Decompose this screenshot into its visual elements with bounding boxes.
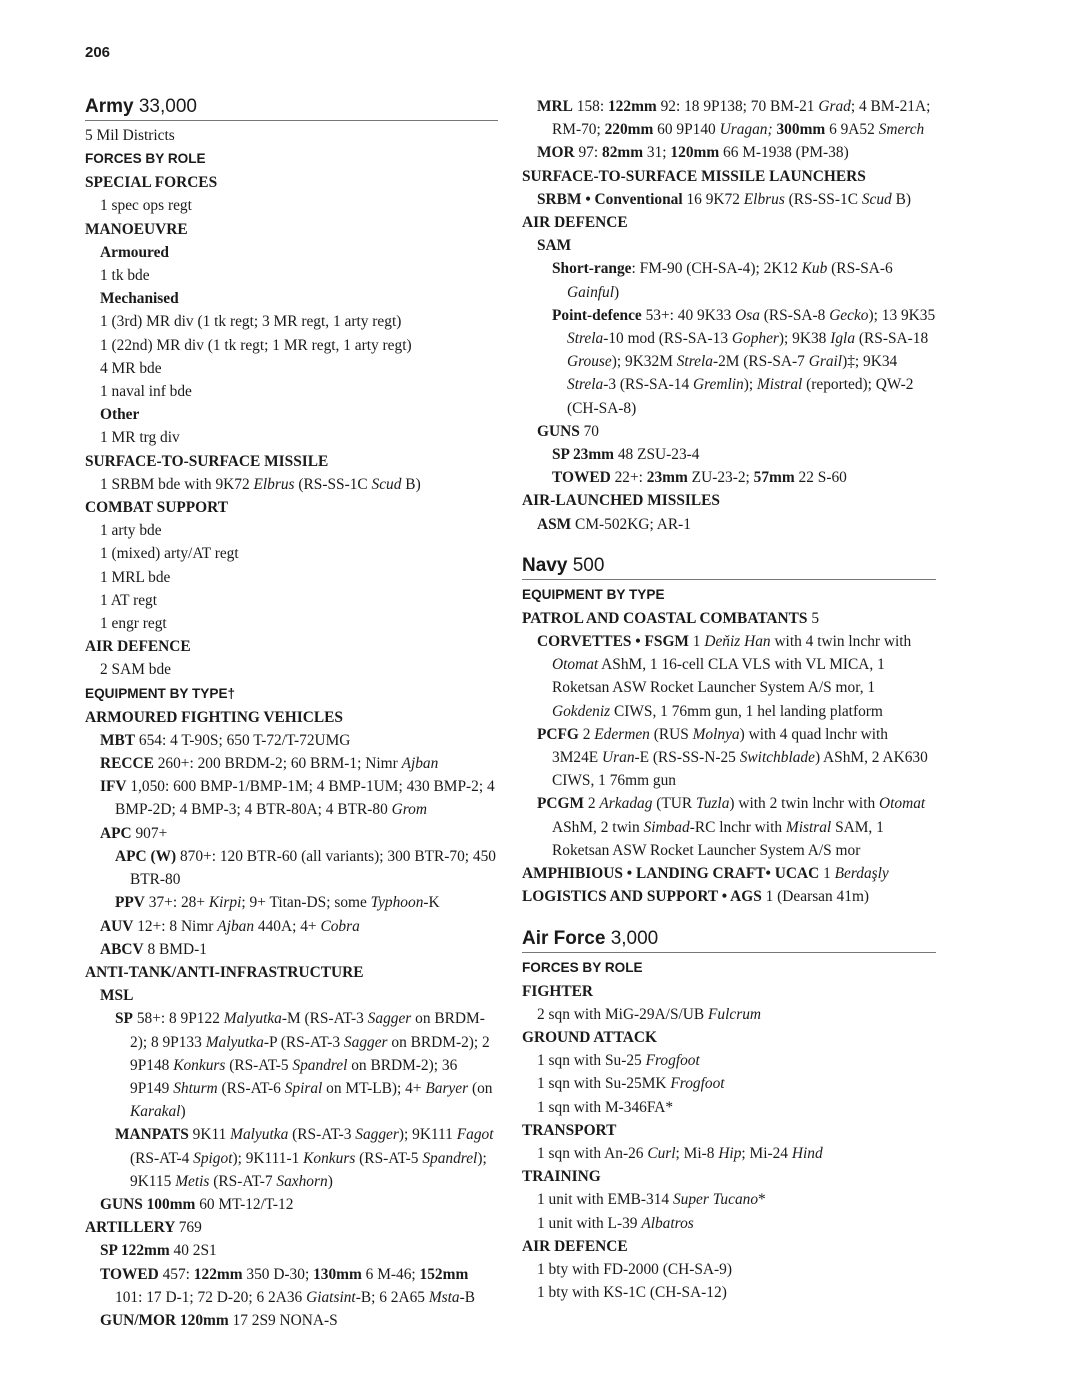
text-line: 1 tk bde: [100, 267, 150, 285]
subsection-heading: FORCES BY ROLE: [85, 151, 206, 167]
text-line: RECCE 260+: 200 BRDM-2; 60 BRM-1; Nimr Ajban: [100, 755, 439, 773]
text-line: Mechanised: [100, 290, 179, 308]
text-line: PCGM 2 Arkadag (TUR Tuzla) with 2 twin lnchr with Otomat AShM, 2 twin Simbad-RC lnchr with Mistral SAM, 1 Roketsan ASW Rocket Launcher System A/S mor: [537, 795, 926, 859]
text-line: PATROL AND COASTAL COMBATANTS 5: [522, 609, 820, 627]
left-column: [85, 95, 498, 1332]
text-line: ARMOURED FIGHTING VEHICLES: [85, 708, 343, 726]
text-line: 1 MR trg div: [100, 429, 180, 447]
text-line: TRANSPORT: [522, 1121, 617, 1139]
subsection-heading: EQUIPMENT BY TYPE: [522, 586, 665, 602]
text-line: ASM CM-502KG; AR-1: [537, 515, 691, 533]
text-line: PPV 37+: 28+ Kirpi; 9+ Titan-DS; some Typhoon-K: [115, 894, 440, 912]
section-heading: Navy 500: [522, 554, 936, 580]
text-line: APC 907+: [100, 824, 168, 842]
text-line: 1 (22nd) MR div (1 tk regt; 1 MR regt, 1 arty regt): [100, 336, 412, 354]
text-line: 1 sqn with Su-25 Frogfoot: [537, 1052, 700, 1070]
text-line: ABCV 8 BMD-1: [100, 940, 207, 958]
text-line: MANPATS 9K11 Malyutka (RS-AT-3 Sagger); 9K111 Fagot (RS-AT-4 Spigot); 9K111-1 Konkurs (RS-AT-5 Spandrel); 9K115 Metis (RS-AT-7 Saxhorn): [115, 1126, 494, 1190]
text-line: MSL: [100, 987, 134, 1005]
text-line: SP 122mm 40 2S1: [100, 1242, 217, 1260]
text-line: AIR DEFENCE: [85, 638, 191, 656]
text-line: 1 unit with L-39 Albatros: [537, 1214, 694, 1232]
text-line: 1 engr regt: [100, 615, 167, 633]
text-line: 1 (mixed) arty/AT regt: [100, 545, 239, 563]
text-line: 2 SAM bde: [100, 661, 171, 679]
text-line: SPECIAL FORCES: [85, 174, 218, 192]
text-line: 1 AT regt: [100, 591, 157, 609]
text-line: PCFG 2 Edermen (RUS Molnya) with 4 quad lnchr with 3M24E Uran-E (RS-SS-N-25 Switchblade) AShM, 2 AK630 CIWS, 1 76mm gun: [537, 725, 928, 790]
text-line: ARTILLERY 769: [85, 1219, 202, 1237]
text-line: MANOEUVRE: [85, 220, 188, 238]
text-line: GROUND ATTACK: [522, 1028, 657, 1046]
text-line: AMPHIBIOUS • LANDING CRAFT• UCAC 1 Berdaşly: [522, 865, 889, 883]
text-line: MBT 654: 4 T-90S; 650 T-72/T-72UMG: [100, 731, 351, 749]
text-line: 2 sqn with MiG-29A/S/UB Fulcrum: [537, 1005, 762, 1023]
text-line: IFV 1,050: 600 BMP-1/BMP-1M; 4 BMP-1UM; 430 BMP-2; 4 BMP-2D; 4 BMP-3; 4 BTR-80A; 4 BTR-80 Grom: [100, 778, 495, 819]
subsection-heading: FORCES BY ROLE: [522, 959, 643, 975]
text-line: CORVETTES • FSGM 1 Deňiz Han with 4 twin lnchr with Otomat AShM, 1 16-cell CLA VLS with VL MICA, 1 Roketsan ASW Rocket Launcher System A/S mor, 1 Gokdeniz CIWS, 1 76mm gun, 1 hel landing platform: [537, 633, 912, 720]
text-line: 1 bty with FD-2000 (CH-SA-9): [537, 1260, 732, 1278]
text-line: 1 arty bde: [100, 522, 162, 540]
text-line: Point-defence 53+: 40 9K33 Osa (RS-SA-8 Gecko); 13 9K35 Strela-10 mod (RS-SA-13 Gopher); 9K38 Igla (RS-SA-18 Grouse); 9K32M Strela-2M (RS-SA-7 Grail)‡; 9K34 Strela-3 (RS-SA-14 Gremlin); Mistral (reported); QW-2 (CH-SA-8): [552, 306, 936, 417]
text-line: 1 spec ops regt: [100, 197, 192, 215]
text-line: COMBAT SUPPORT: [85, 499, 228, 517]
text-line: Other: [100, 406, 140, 424]
text-line: 1 sqn with M-346FA*: [537, 1098, 674, 1116]
text-line: Short-range: FM-90 (CH-SA-4); 2K12 Kub (RS-SA-6 Gainful): [552, 260, 893, 301]
text-line: TOWED 457: 122mm 350 D-30; 130mm 6 M-46; 152mm 101: 17 D-1; 72 D-20; 6 2A36 Giatsint-B; 6 2A65 Msta-B: [100, 1265, 475, 1306]
text-line: 1 sqn with An-26 Curl; Mi-8 Hip; Mi-24 Hind: [537, 1144, 823, 1162]
text-line: SP 58+: 8 9P122 Malyutka-M (RS-AT-3 Sagger on BRDM-2); 8 9P133 Malyutka-P (RS-AT-3 Sagger on BRDM-2); 2 9P148 Konkurs (RS-AT-5 Spandrel on BRDM-2); 36 9P149 Shturm (RS-AT-6 Spiral on MT-LB); 4+ Baryer (on Karakal): [115, 1010, 493, 1121]
text-line: FIGHTER: [522, 982, 593, 1000]
text-line: 1 naval inf bde: [100, 383, 192, 401]
text-line: SURFACE-TO-SURFACE MISSILE: [85, 452, 329, 470]
section-heading: Air Force 3,000: [522, 927, 936, 953]
subsection-heading: EQUIPMENT BY TYPE†: [85, 685, 236, 701]
text-line: TRAINING: [522, 1168, 601, 1186]
section-heading: Army 33,000: [85, 95, 498, 121]
text-line: TOWED 22+: 23mm ZU-23-2; 57mm 22 S-60: [552, 469, 847, 487]
text-line: 5 Mil Districts: [85, 127, 175, 144]
text-line: ANTI-TANK/ANTI-INFRASTRUCTURE: [85, 963, 364, 981]
page-number: 206: [85, 44, 111, 61]
text-line: 1 SRBM bde with 9K72 Elbrus (RS-SS-1C Scud B): [100, 475, 421, 493]
text-line: AIR DEFENCE: [522, 1237, 628, 1255]
text-line: 1 MRL bde: [100, 568, 171, 586]
text-line: SURFACE-TO-SURFACE MISSILE LAUNCHERS: [522, 167, 866, 185]
text-line: GUNS 100mm 60 MT-12/T-12: [100, 1195, 294, 1213]
text-line: SRBM • Conventional 16 9K72 Elbrus (RS-SS-1C Scud B): [537, 190, 911, 208]
text-line: AIR-LAUNCHED MISSILES: [522, 492, 720, 510]
text-line: AIR DEFENCE: [522, 214, 628, 232]
text-line: 4 MR bde: [100, 359, 162, 377]
text-line: LOGISTICS AND SUPPORT • AGS 1 (Dearsan 41m): [522, 888, 870, 906]
right-column: [522, 95, 936, 1304]
text-line: 1 unit with EMB-314 Super Tucano*: [537, 1191, 766, 1209]
text-line: GUNS 70: [537, 422, 600, 440]
text-line: 1 sqn with Su-25MK Frogfoot: [537, 1075, 725, 1093]
text-line: AUV 12+: 8 Nimr Ajban 440A; 4+ Cobra: [100, 917, 360, 935]
text-line: 1 bty with KS-1C (CH-SA-12): [537, 1284, 727, 1302]
text-line: MOR 97: 82mm 31; 120mm 66 M-1938 (PM-38): [537, 144, 849, 162]
text-line: SAM: [537, 237, 572, 255]
text-line: SP 23mm 48 ZSU-23-4: [552, 446, 700, 464]
text-line: MRL 158: 122mm 92: 18 9P138; 70 BM-21 Grad; 4 BM-21A; RM-70; 220mm 60 9P140 Uragan; 300mm 6 9A52 Smerch: [537, 98, 931, 139]
text-line: APC (W) 870+: 120 BTR-60 (all variants); 300 BTR-70; 450 BTR-80: [115, 847, 497, 889]
text-line: Armoured: [100, 243, 169, 261]
text-line: 1 (3rd) MR div (1 tk regt; 3 MR regt, 1 arty regt): [100, 313, 402, 331]
text-line: GUN/MOR 120mm 17 2S9 NONA-S: [100, 1311, 338, 1329]
